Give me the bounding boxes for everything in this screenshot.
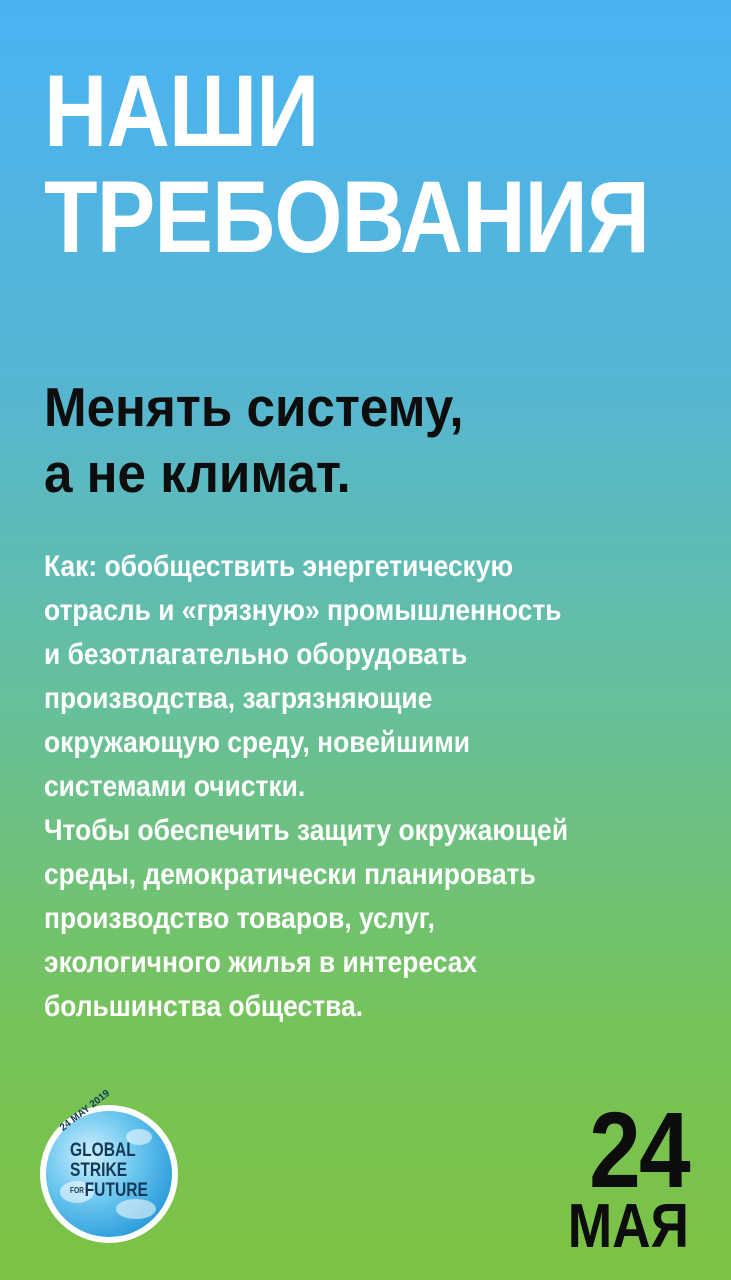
headline-line-2: ТРЕБОВАНИЯ xyxy=(44,160,650,274)
demands-line: системами очистки. xyxy=(44,770,306,803)
global-strike-logo xyxy=(40,1088,178,1243)
logo-future-word: FUTURE xyxy=(84,1180,148,1201)
demands-line: Чтобы обеспечить защиту окружающей xyxy=(44,814,569,847)
cloud-shape xyxy=(116,1199,156,1219)
demands-text xyxy=(44,545,625,1029)
demands-line: экологичного жилья в интересах xyxy=(44,946,478,979)
demands-line: большинства общества. xyxy=(44,990,364,1023)
demands-line: производство товаров, услуг, xyxy=(44,902,435,935)
slogan-line-2: а не климат. xyxy=(44,442,351,504)
globe-icon xyxy=(46,1088,172,1237)
date-day: 24 xyxy=(589,1089,689,1210)
logo-date: 24 MAY 2019 xyxy=(58,1088,113,1134)
demands-line: и безотлагательно оборудовать xyxy=(44,638,468,671)
demands-line: среды, демократически планировать xyxy=(44,858,536,891)
logo-line-future xyxy=(70,1181,148,1201)
logo-for: FOR xyxy=(70,1186,84,1195)
demands-line: производства, загрязняющие xyxy=(44,682,433,715)
headline-line-1: НАШИ xyxy=(44,54,319,168)
event-date xyxy=(567,1089,689,1261)
logo-line-global: GLOBAL xyxy=(70,1140,136,1161)
logo-wordmark xyxy=(70,1141,148,1201)
headline xyxy=(44,54,650,274)
logo-line-strike: STRIKE xyxy=(70,1160,128,1181)
demands-line: Как: обобществить энергетическую xyxy=(44,550,514,583)
slogan-line-1: Менять систему, xyxy=(44,376,464,438)
date-month: МАЯ xyxy=(567,1192,689,1261)
demands-line: отрасль и «грязную» промышленность xyxy=(44,594,562,627)
demands-line: окружающую среду, новейшими xyxy=(44,726,471,759)
slogan xyxy=(44,374,464,506)
